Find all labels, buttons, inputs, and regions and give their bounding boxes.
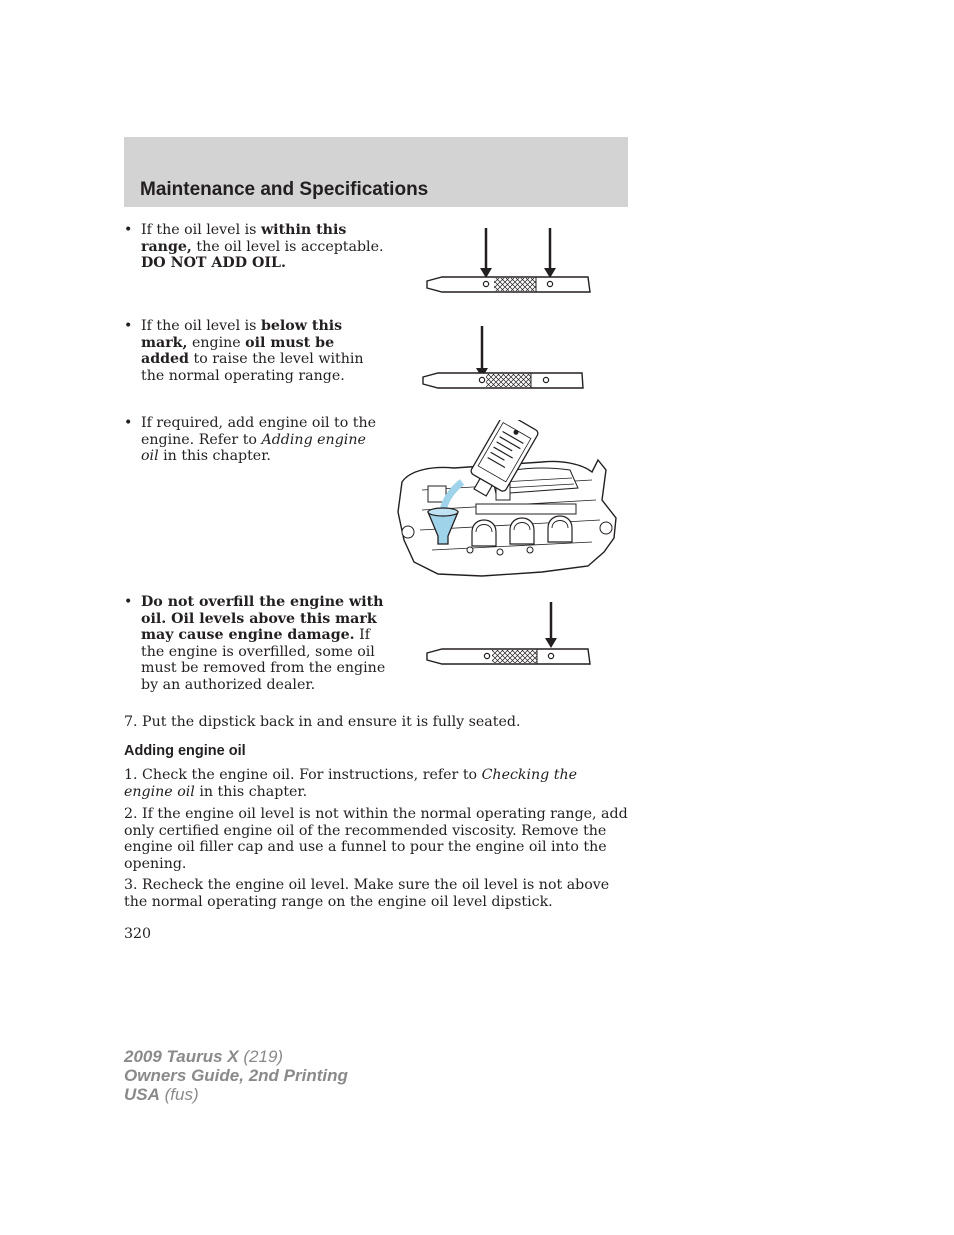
text-run: DO NOT ADD OIL. — [141, 255, 286, 271]
text-run: in this chapter. — [194, 783, 308, 800]
bullet-text — [141, 594, 386, 693]
bullet-marker: • — [124, 318, 133, 334]
page-number: 320 — [124, 926, 152, 942]
footer-line-3: USA (fus) — [124, 1085, 199, 1104]
page-title: Maintenance and Specifications — [140, 179, 429, 200]
text-run: Do not overfill the engine with oil. Oil levels above this mark may cause engine damage. — [141, 594, 384, 643]
bullet-do-not-overfill — [124, 594, 386, 693]
bullet-text — [141, 415, 386, 465]
section-step-2 — [124, 806, 628, 872]
section-step-1 — [124, 767, 628, 800]
bullet-text — [141, 318, 386, 384]
text-run: Adding engine oil — [141, 431, 366, 464]
text-run: If the engine is overfilled, some oil must be removed from the engine by an authorized dealer. — [141, 627, 386, 693]
bullet-marker: • — [124, 222, 133, 238]
section-step-3 — [124, 877, 628, 910]
dipstick-overfill-illustration — [420, 598, 600, 670]
bullet-marker: • — [124, 415, 133, 431]
dipstick-within-range-illustration — [420, 222, 600, 302]
header-band — [124, 137, 628, 207]
text-run: Checking the engine oil — [124, 767, 578, 800]
dipstick-below-mark-illustration — [416, 322, 596, 394]
section-heading: Adding engine oil — [124, 743, 246, 759]
text-run: within this range, — [141, 222, 347, 255]
text-run: 3. Recheck the engine oil level. Make sure the oil level is not above the normal operating range on the engine oil level dipstick. — [124, 877, 610, 910]
bullet-below-mark — [124, 318, 386, 384]
text-run: below this mark, — [141, 318, 343, 351]
text-run: oil must be added — [141, 334, 335, 367]
engine-oil-fill-illustration — [392, 420, 624, 580]
footer-line-2: Owners Guide, 2nd Printing — [124, 1066, 348, 1085]
text-run: 1. Check the engine oil. For instructions, refer to — [124, 767, 482, 783]
text-run: in this chapter. — [158, 448, 271, 464]
step-7-text: 7. Put the dipstick back in and ensure it is fully seated. — [124, 714, 521, 730]
footer-edition-info — [124, 1047, 348, 1104]
bullet-marker: • — [124, 594, 133, 610]
text-run: engine — [187, 334, 246, 351]
bullet-add-oil — [124, 415, 386, 465]
text-run: If the oil level is — [141, 318, 261, 334]
bullet-text — [141, 222, 386, 272]
text-run: to raise the level within the normal operating range. — [141, 351, 364, 384]
text-run: If the oil level is — [141, 222, 261, 238]
footer-line-1: 2009 Taurus X (219) — [124, 1047, 284, 1066]
text-run: 2. If the engine oil level is not within the normal operating range, add only certified engine oil of the recommended viscosity. Remove the engine oil filler cap and use a funnel to pour the engine oil into the opening. — [124, 806, 628, 872]
text-run: If required, add engine oil to the engine. Refer to — [141, 415, 377, 448]
bullet-within-range — [124, 222, 386, 272]
text-run: the oil level is acceptable. — [191, 238, 384, 255]
